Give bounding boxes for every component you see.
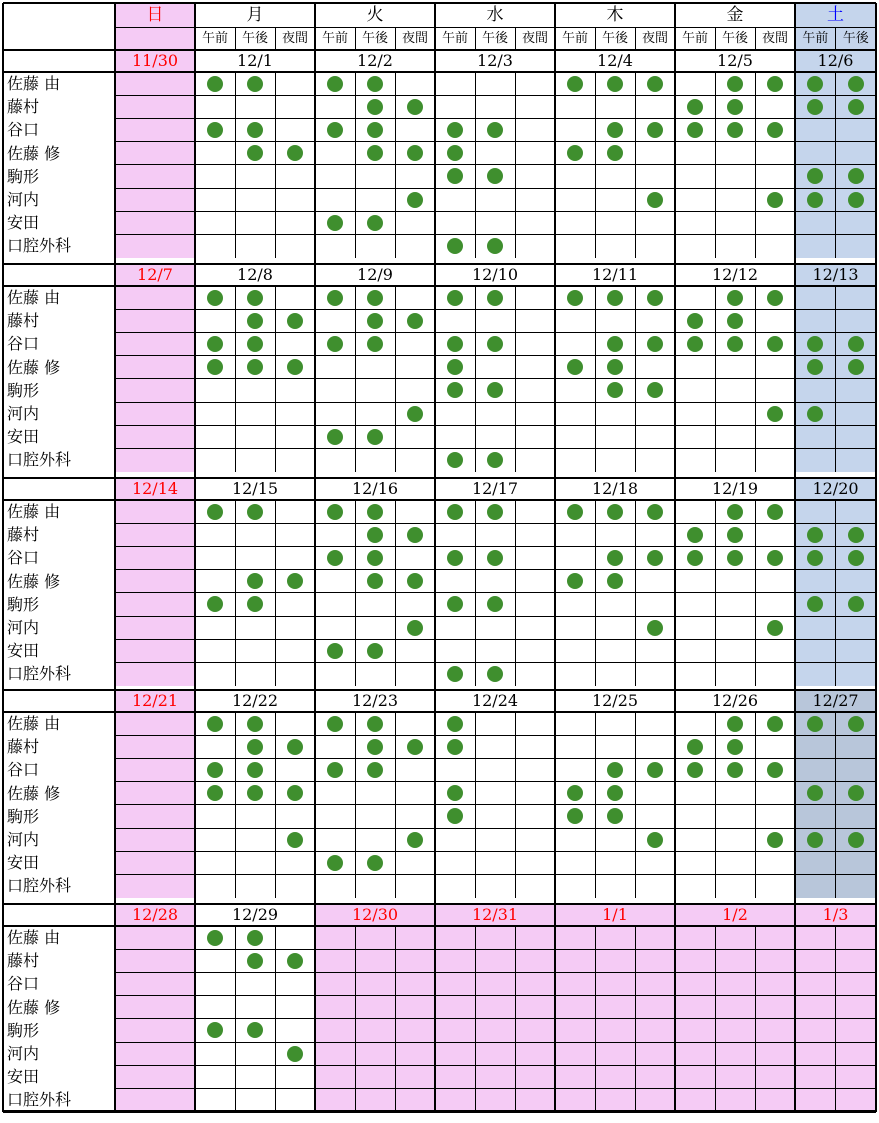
shift-dot [487,122,503,138]
shift-dot [207,762,223,778]
shift-dot [487,666,503,682]
shift-dot [567,808,583,824]
date-label: 12/31 [471,905,519,924]
staff-name: 安田 [7,1067,40,1087]
shift-dot [247,930,263,946]
date-label: 12/22 [231,691,279,710]
shift-dot [727,504,743,520]
date-label: 12/28 [131,905,179,924]
staff-name: 口腔外科 [7,450,72,470]
shift-dot [767,336,783,352]
date-label: 12/14 [131,479,179,498]
shift-dot [687,313,703,329]
sunday-column [115,264,195,472]
shift-dot [607,382,623,398]
shift-dot [207,785,223,801]
shift-dot [687,336,703,352]
shift-dot [407,527,423,543]
shift-dot [767,716,783,732]
shift-dot [447,739,463,755]
weekday-2: 火 [366,5,384,25]
period-label: 午前 [321,31,348,46]
holiday-column [555,904,675,1112]
shift-dot [367,336,383,352]
shift-dot [407,573,423,589]
shift-dot [247,76,263,92]
shift-dot [247,762,263,778]
shift-dot [447,145,463,161]
date-label: 12/27 [812,691,859,710]
shift-dot [647,76,663,92]
date-label: 12/1 [237,51,273,70]
shift-dot [767,290,783,306]
shift-dot [567,785,583,801]
staff-name: 駒形 [7,380,40,400]
shift-dot [567,145,583,161]
staff-name: 谷口 [7,548,40,568]
staff-name: 河内 [7,1044,40,1063]
shift-dot [687,527,703,543]
shift-dot [767,122,783,138]
shift-dot [727,527,743,543]
shift-dot [767,76,783,92]
staff-name: 安田 [7,641,40,661]
staff-name: 駒形 [7,806,40,826]
staff-name: 口腔外科 [7,664,72,684]
shift-dot [207,716,223,732]
date-label: 12/26 [711,691,759,710]
shift-dot [647,192,663,208]
period-label: 午前 [681,31,708,46]
shift-dot [607,785,623,801]
date-label: 12/13 [812,265,859,284]
staff-name: 佐藤 修 [7,143,61,163]
period-label: 午前 [802,31,829,46]
date-label: 1/3 [822,905,849,924]
shift-dot [247,504,263,520]
weekday-5: 金 [726,5,744,25]
period-label: 午後 [241,31,268,46]
shift-dot [367,527,383,543]
staff-name: 佐藤 修 [7,571,61,591]
staff-name: 藤村 [7,951,40,971]
shift-dot [407,620,423,636]
shift-dot [407,313,423,329]
period-label: 夜間 [761,31,788,46]
shift-dot [487,504,503,520]
shift-dot [807,406,823,422]
shift-dot [487,452,503,468]
date-label: 12/10 [471,265,519,284]
period-label: 午後 [842,31,869,46]
shift-dot [447,168,463,184]
holiday-column [675,904,795,1112]
staff-name: 駒形 [7,594,40,614]
period-label: 夜間 [401,31,428,46]
shift-dot [607,122,623,138]
shift-dot [247,739,263,755]
staff-name: 谷口 [7,120,40,140]
shift-dot [848,527,864,543]
shift-dot [247,785,263,801]
shift-dot [367,716,383,732]
shift-dot [327,290,343,306]
staff-name: 藤村 [7,97,40,117]
shift-dot [727,739,743,755]
shift-dot [607,504,623,520]
shift-dot [327,122,343,138]
shift-dot [567,290,583,306]
shift-dot [767,550,783,566]
shift-dot [287,739,303,755]
sunday-column [115,478,195,686]
weekday-4: 木 [606,5,624,25]
date-label: 12/21 [131,691,179,710]
shift-dot [207,290,223,306]
shift-dot [207,359,223,375]
date-label: 12/12 [711,265,759,284]
staff-name: 佐藤 由 [7,714,61,733]
shift-dot [647,336,663,352]
shift-dot [447,504,463,520]
shift-dot [567,359,583,375]
shift-dot [287,1046,303,1062]
weekday-1: 月 [246,5,264,25]
shift-dot [607,808,623,824]
shift-dot [207,930,223,946]
date-label: 12/20 [812,479,859,498]
shift-dot [647,762,663,778]
shift-dot [327,550,343,566]
shift-dot [407,739,423,755]
shift-dot [767,620,783,636]
shift-dot [647,832,663,848]
date-label: 12/4 [597,51,633,70]
shift-dot [687,762,703,778]
staff-name: 佐藤 由 [7,74,61,93]
shift-dot [407,832,423,848]
shift-dot [447,238,463,254]
shift-dot [367,290,383,306]
shift-dot [727,336,743,352]
shift-dot [367,643,383,659]
shift-dot [487,168,503,184]
shift-dot [207,76,223,92]
shift-dot [407,99,423,115]
shift-dot [287,313,303,329]
shift-dot [687,99,703,115]
period-label: 午前 [561,31,588,46]
date-label: 12/25 [591,691,639,710]
shift-dot [207,504,223,520]
shift-dot [487,336,503,352]
shift-dot [367,145,383,161]
shift-dot [647,620,663,636]
shift-dot [247,716,263,732]
shift-dot [327,215,343,231]
shift-dot [247,122,263,138]
shift-dot [567,504,583,520]
staff-name: 安田 [7,427,40,447]
shift-dot [848,716,864,732]
date-label: 12/11 [591,265,639,284]
shift-dot [607,290,623,306]
shift-dot [367,76,383,92]
date-label: 12/16 [351,479,399,498]
shift-dot [367,762,383,778]
shift-dot [687,739,703,755]
staff-name: 河内 [7,404,40,423]
period-label: 午後 [601,31,628,46]
shift-dot [327,716,343,732]
staff-name: 佐藤 由 [7,288,61,307]
shift-dot [727,76,743,92]
weekday-sun: 日 [146,5,164,25]
shift-dot [727,122,743,138]
staff-name: 藤村 [7,525,40,545]
staff-name: 口腔外科 [7,1090,72,1110]
staff-name: 藤村 [7,737,40,757]
shift-dot [687,122,703,138]
holiday-column [435,904,555,1112]
shift-dot [247,359,263,375]
shift-dot [767,832,783,848]
shift-dot [848,832,864,848]
period-label: 午前 [201,31,228,46]
shift-dot [487,550,503,566]
shift-dot [447,359,463,375]
period-label: 午後 [361,31,388,46]
shift-dot [247,336,263,352]
shift-dot [487,382,503,398]
shift-dot [287,573,303,589]
shift-dot [727,550,743,566]
shift-dot [327,855,343,871]
shift-dot [367,504,383,520]
shift-dot [207,596,223,612]
shift-dot [807,527,823,543]
shift-dot [727,716,743,732]
staff-name: 藤村 [7,311,40,331]
shift-dot [207,1022,223,1038]
holiday-column [315,904,435,1112]
staff-name: 佐藤 修 [7,357,61,377]
shift-dot [447,290,463,306]
date-label: 12/29 [231,905,279,924]
date-label: 12/8 [237,265,273,284]
shift-dot [407,145,423,161]
shift-dot [848,99,864,115]
weekday-6: 土 [827,5,844,25]
shift-dot [848,359,864,375]
shift-dot [447,382,463,398]
shift-dot [767,406,783,422]
shift-dot [447,336,463,352]
shift-dot [327,76,343,92]
sunday-column [115,904,195,1112]
shift-dot [848,336,864,352]
shift-dot [287,359,303,375]
shift-dot [407,406,423,422]
shift-dot [367,122,383,138]
shift-dot [327,429,343,445]
shift-dot [367,215,383,231]
shift-dot [607,145,623,161]
shift-dot [207,122,223,138]
staff-name: 安田 [7,213,40,233]
staff-name: 口腔外科 [7,876,72,896]
shift-dot [807,76,823,92]
date-label: 1/1 [602,905,628,924]
shift-dot [247,573,263,589]
shift-dot [247,953,263,969]
shift-dot [327,643,343,659]
staff-name: 谷口 [7,974,40,994]
staff-name: 駒形 [7,1020,40,1040]
date-label: 12/15 [231,479,279,498]
shift-dot [287,145,303,161]
date-label: 12/9 [357,265,393,284]
date-label: 12/30 [351,905,399,924]
shift-dot [287,832,303,848]
date-label: 12/17 [471,479,519,498]
shift-dot [447,122,463,138]
shift-dot [247,145,263,161]
shift-dot [848,76,864,92]
shift-dot [807,832,823,848]
shift-dot [367,855,383,871]
period-label: 午後 [481,31,508,46]
date-label: 12/6 [817,51,854,70]
shift-dot [647,550,663,566]
shift-dot [247,313,263,329]
shift-dot [287,953,303,969]
date-label: 1/2 [722,905,748,924]
shift-dot [807,99,823,115]
shift-dot [487,238,503,254]
staff-name: 谷口 [7,334,40,354]
shift-dot [607,550,623,566]
shift-dot [727,313,743,329]
shift-dot [367,429,383,445]
shift-dot [647,290,663,306]
shift-dot [367,313,383,329]
period-label: 夜間 [521,31,548,46]
shift-dot [247,290,263,306]
staff-name: 安田 [7,853,40,873]
staff-name: 佐藤 由 [7,502,61,521]
weekday-3: 水 [486,5,504,25]
shift-dot [647,504,663,520]
shift-dot [767,504,783,520]
shift-dot [607,76,623,92]
shift-dot [807,192,823,208]
date-label: 12/24 [471,691,519,710]
shift-dot [367,550,383,566]
period-label: 夜間 [641,31,668,46]
date-label: 12/19 [711,479,759,498]
shift-dot [447,596,463,612]
staff-name: 佐藤 修 [7,783,61,803]
staff-name: 河内 [7,190,40,209]
shift-dot [567,76,583,92]
shift-dot [447,808,463,824]
period-label: 午後 [721,31,748,46]
shift-dot [447,785,463,801]
shift-dot [367,573,383,589]
shift-dot [247,1022,263,1038]
shift-dot [607,762,623,778]
shift-dot [367,739,383,755]
staff-name: 口腔外科 [7,236,72,256]
staff-name: 佐藤 由 [7,928,61,947]
shift-dot [447,550,463,566]
shift-dot [848,192,864,208]
sunday-column [115,690,195,898]
shift-dot [647,122,663,138]
shift-dot [207,336,223,352]
shift-dot [447,452,463,468]
shift-dot [327,336,343,352]
shift-dot [607,359,623,375]
shift-dot [848,550,864,566]
date-label: 12/3 [477,51,513,70]
shift-dot [287,785,303,801]
shift-dot [807,716,823,732]
shift-dot [407,192,423,208]
shift-dot [647,382,663,398]
period-label: 午前 [441,31,468,46]
shift-dot [848,785,864,801]
sunday-column [115,50,195,258]
staff-name: 谷口 [7,760,40,780]
shift-dot [767,762,783,778]
shift-dot [487,290,503,306]
shift-dot [327,762,343,778]
date-label: 11/30 [131,51,179,70]
shift-dot [327,504,343,520]
period-label: 夜間 [281,31,308,46]
shift-dot [687,550,703,566]
date-label: 12/18 [591,479,639,498]
shift-dot [767,192,783,208]
staff-name: 駒形 [7,166,40,186]
shift-dot [447,666,463,682]
shift-dot [367,99,383,115]
shift-dot [487,596,503,612]
staff-name: 河内 [7,830,40,849]
shift-dot [727,99,743,115]
shift-dot [727,762,743,778]
shift-dot [247,596,263,612]
date-label: 12/5 [717,51,753,70]
shift-dot [447,716,463,732]
date-label: 12/2 [357,51,393,70]
staff-name: 河内 [7,618,40,637]
shift-dot [727,290,743,306]
staff-name: 佐藤 修 [7,997,61,1017]
shift-dot [607,573,623,589]
shift-dot [567,573,583,589]
date-label: 12/23 [351,691,399,710]
date-label: 12/7 [137,265,173,284]
shift-dot [607,336,623,352]
